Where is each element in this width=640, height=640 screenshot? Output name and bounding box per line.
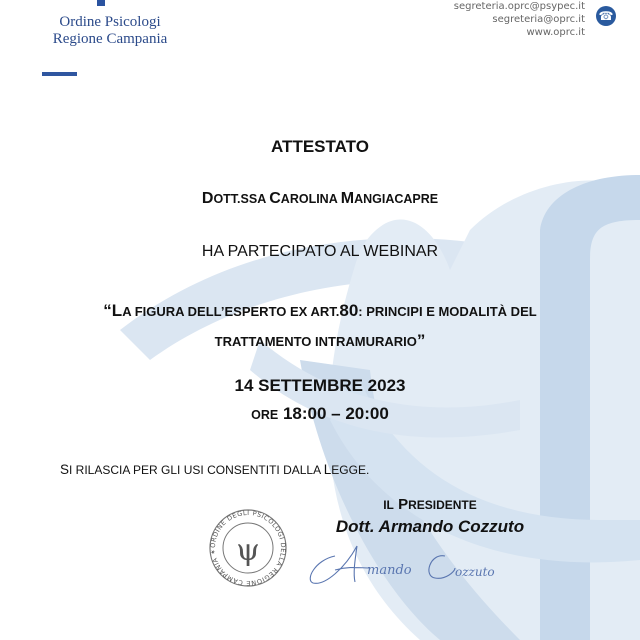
president-role <box>350 496 510 513</box>
recipient-prefix-rest: OTT.SSA <box>213 192 270 206</box>
role-prefix: IL <box>383 498 394 512</box>
webinar-hours <box>0 404 640 424</box>
role-rest: RESIDENTE <box>408 498 477 512</box>
release-initial: S <box>60 462 70 477</box>
organization-name-line1: Ordine Psicologi <box>59 14 161 30</box>
handwritten-signature <box>305 538 520 593</box>
release-text: I RILASCIA PER GLI USI CONSENTITI DALLA <box>69 463 324 477</box>
webinar-article-number: 80 <box>339 301 359 320</box>
svg-text:mando: mando <box>367 563 412 578</box>
svg-text:ORDINE DEGLI PSICOLOGI DELLA R: ORDINE DEGLI PSICOLOGI DELLA REGIONE CAMPANIA ✶ <box>208 508 288 588</box>
logo-mark <box>97 0 105 6</box>
contact-pec-email[interactable]: segreteria.oprc@psypec.it <box>453 1 585 12</box>
certificate-title: ATTESTATO <box>271 137 369 156</box>
organization-name-line2: Regione Campania <box>52 31 168 47</box>
release-statement <box>60 462 369 477</box>
release-law-initial: L <box>323 462 332 477</box>
webinar-title <box>0 296 640 356</box>
recipient-first-initial: C <box>269 190 281 207</box>
logo-divider <box>42 72 77 76</box>
recipient-last-initial: M <box>340 190 355 207</box>
webinar-initial: L <box>111 301 123 320</box>
release-law-text: EGGE. <box>331 463 370 477</box>
president-name: Dott. Armando Cozzuto <box>335 517 525 536</box>
role-initial: P <box>398 496 409 513</box>
contact-website[interactable]: www.oprc.it <box>526 27 585 38</box>
participation-statement: HA PARTECIPATO AL WEBINAR <box>201 243 439 260</box>
contact-email[interactable]: segreteria@oprc.it <box>492 14 585 25</box>
webinar-title-line2: TRATTAMENTO INTRAMURARIO <box>214 334 417 349</box>
phone-icon: ☎ <box>596 6 616 26</box>
open-quote: “ <box>103 301 112 320</box>
recipient-prefix-initial: D <box>201 190 214 207</box>
svg-text:ψ: ψ <box>236 533 260 568</box>
webinar-date: 14 SETTEMBRE 2023 <box>234 376 406 395</box>
recipient-last-rest: ANGIACAPRE <box>354 192 439 206</box>
official-seal-icon <box>205 508 291 588</box>
hours-prefix: ORE <box>251 408 279 422</box>
svg-text:ozzuto: ozzuto <box>455 565 495 579</box>
contact-info <box>454 0 585 39</box>
recipient-name <box>0 190 640 208</box>
close-quote: ” <box>416 331 426 350</box>
webinar-title-part1: A FIGURA DELL’ESPERTO EX ART. <box>122 304 340 319</box>
hours-range: 18:00 – 20:00 <box>282 404 389 423</box>
recipient-first-rest: AROLINA <box>280 192 341 206</box>
organization-logo <box>30 14 190 48</box>
webinar-title-part2: : PRINCIPI E MODALITÀ DEL <box>358 304 537 319</box>
